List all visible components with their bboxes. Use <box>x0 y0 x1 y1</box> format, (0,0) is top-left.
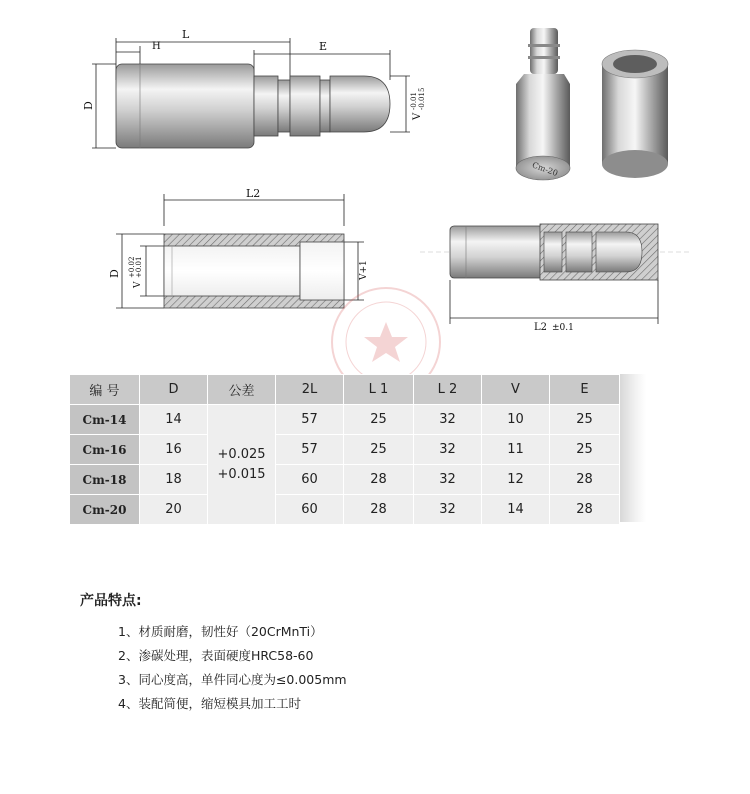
cell-l1: 28 <box>344 465 414 495</box>
cell-code: Cm-20 <box>70 495 140 525</box>
col-header-2l: 2L <box>276 375 344 405</box>
cell-e: 25 <box>550 435 620 465</box>
cell-l2: 32 <box>414 435 482 465</box>
feature-item: 1、材质耐磨，韧性好（20CrMnTi） <box>118 624 323 639</box>
dim-label-H: H <box>152 41 161 52</box>
product-photo <box>508 24 678 184</box>
cell-code: Cm-14 <box>70 405 140 435</box>
dim-label-L2: L2 <box>246 187 261 200</box>
pin-engraving: Cm-20 <box>530 160 560 179</box>
cell-l1: 25 <box>344 435 414 465</box>
cell-e: 28 <box>550 495 620 525</box>
cell-v: 10 <box>482 405 550 435</box>
cell-l2: 32 <box>414 465 482 495</box>
dim-tol-lower: -0.015 <box>418 87 426 110</box>
dim-tol-L2-assembly: ±0.1 <box>552 323 574 333</box>
dim-label-L: L <box>182 28 190 41</box>
cell-d: 16 <box>140 435 208 465</box>
cell-v: 12 <box>482 465 550 495</box>
dim-label-L2-assembly: L2 <box>534 322 548 333</box>
star-icon <box>364 322 408 362</box>
dim-tol-upper: -0.01 <box>410 92 418 110</box>
dim-tol-lower-bushing: +0.01 <box>135 256 143 278</box>
features-title: 产品特点: <box>80 593 142 609</box>
dim-label-D-bushing: D <box>108 269 121 278</box>
col-header-v: V <box>482 375 550 405</box>
cell-code: Cm-16 <box>70 435 140 465</box>
cell-l2: 32 <box>414 405 482 435</box>
cell-d: 20 <box>140 495 208 525</box>
col-header-l1: L 1 <box>344 375 414 405</box>
cell-v: 11 <box>482 435 550 465</box>
col-header-l2: L 2 <box>414 375 482 405</box>
dim-label-D: D <box>82 101 95 110</box>
table-row <box>70 495 620 525</box>
cell-v: 14 <box>482 495 550 525</box>
dim-label-E: E <box>319 40 328 53</box>
pin-drawing <box>80 20 440 160</box>
table-row <box>70 465 620 495</box>
tolerance-lower: +0.015 <box>217 466 266 482</box>
assembly-drawing <box>420 218 690 333</box>
cell-l1: 25 <box>344 405 414 435</box>
feature-item: 3、同心度高，单件同心度为≤0.005mm <box>118 672 347 687</box>
dim-label-V-bushing: V <box>133 281 143 288</box>
table-row <box>70 405 620 435</box>
cell-code: Cm-18 <box>70 465 140 495</box>
cell-2l: 60 <box>276 465 344 495</box>
dim-label-V: V <box>412 112 423 120</box>
cell-tolerance <box>208 405 276 525</box>
cell-l1: 28 <box>344 495 414 525</box>
spec-table <box>69 374 620 525</box>
col-header-e: E <box>550 375 620 405</box>
dim-label-V1: V+1 <box>359 260 369 280</box>
tolerance-upper: +0.025 <box>217 446 266 462</box>
cell-l2: 32 <box>414 495 482 525</box>
col-header-tolerance: 公差 <box>208 375 276 405</box>
cell-d: 18 <box>140 465 208 495</box>
cell-e: 28 <box>550 465 620 495</box>
cell-e: 25 <box>550 405 620 435</box>
cell-2l: 57 <box>276 405 344 435</box>
col-header-code: 编 号 <box>70 375 140 405</box>
col-header-d: D <box>140 375 208 405</box>
feature-item: 4、装配简便，缩短模具加工工时 <box>118 696 301 711</box>
cell-d: 14 <box>140 405 208 435</box>
table-edge-shadow <box>620 374 646 522</box>
dim-tol-upper-bushing: +0.02 <box>128 256 136 278</box>
cell-2l: 57 <box>276 435 344 465</box>
feature-item: 2、渗碳处理，表面硬度HRC58-60 <box>118 648 314 663</box>
cell-2l: 60 <box>276 495 344 525</box>
table-header-row <box>70 375 620 405</box>
table-row <box>70 435 620 465</box>
